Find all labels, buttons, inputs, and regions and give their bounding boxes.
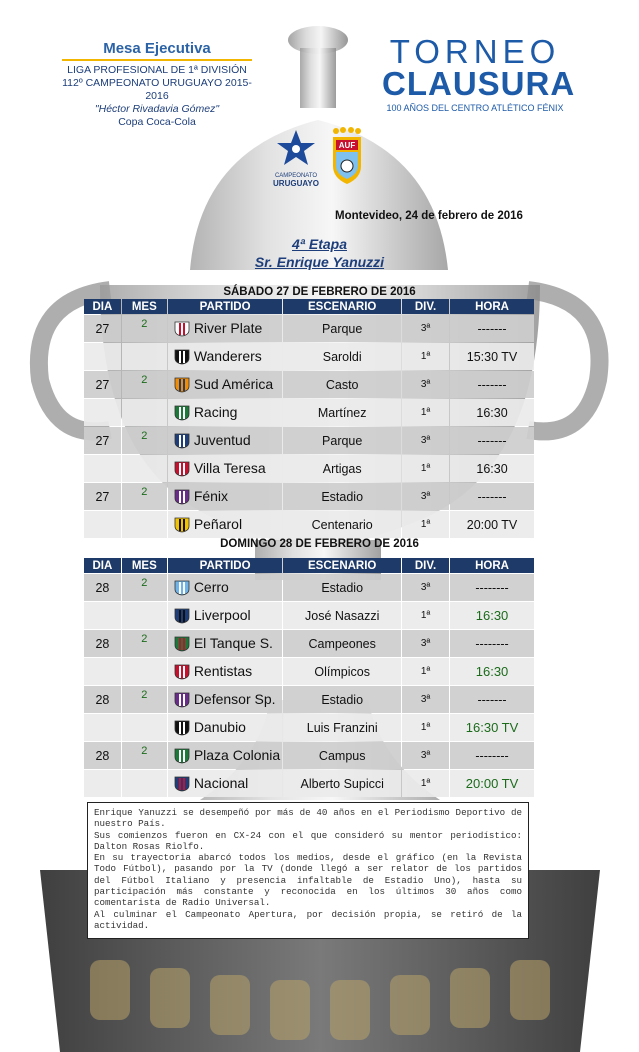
- dia-cell: 27: [84, 427, 121, 454]
- col-hora: HORA: [450, 558, 534, 573]
- hora-cell: -------: [450, 686, 534, 713]
- escenario-cell: Saroldi: [283, 343, 401, 370]
- escenario-cell: José Nasazzi: [283, 602, 401, 629]
- div-cell: 3ª: [402, 742, 449, 769]
- escenario-cell: Olímpicos: [283, 658, 401, 685]
- logo-cu-top: CAMPEONATO: [274, 173, 318, 179]
- col-hora: HORA: [450, 299, 534, 314]
- river-plate-crest-icon: [174, 321, 190, 337]
- escenario-cell: Artigas: [283, 455, 401, 482]
- team-name: Cerro: [193, 578, 229, 595]
- team-cell: [168, 455, 283, 482]
- escenario-cell: Campeones: [283, 630, 401, 657]
- team-name: Rentistas: [193, 662, 253, 679]
- mes-cell: 2: [122, 483, 167, 510]
- col-dia: DIA: [84, 299, 121, 314]
- saturday-table: [83, 298, 535, 539]
- etapa-block: [0, 235, 639, 271]
- fixture-row: [84, 511, 534, 538]
- rentistas-crest-icon: [174, 664, 190, 680]
- liverpool-crest-icon: [174, 608, 190, 624]
- header-line-1: LIGA PROFESIONAL DE 1ª DIVISIÓN: [67, 64, 247, 76]
- racing-crest-icon: [174, 405, 190, 421]
- team-cell: [168, 343, 283, 370]
- dia-cell: 27: [84, 483, 121, 510]
- fixture-row: [84, 770, 534, 797]
- dia-cell: 28: [84, 686, 121, 713]
- fixture-row: [84, 315, 534, 342]
- team-name: Plaza Colonia: [193, 746, 281, 763]
- div-cell: 1ª: [402, 658, 449, 685]
- dia-cell: [84, 455, 121, 482]
- hora-cell: -------: [450, 483, 534, 510]
- escenario-cell: Estadio: [283, 574, 401, 601]
- dia-cell: [84, 714, 121, 741]
- dia-cell: [84, 658, 121, 685]
- escenario-cell: Estadio: [283, 686, 401, 713]
- team-name: Sud América: [193, 375, 274, 392]
- col-partido: PARTIDO: [168, 558, 283, 573]
- team-cell: [168, 511, 283, 538]
- fixture-row: [84, 343, 534, 370]
- fixture-row: [84, 574, 534, 601]
- col-escenario: ESCENARIO: [283, 558, 401, 573]
- torneo-text: TORNEO: [389, 33, 561, 70]
- escenario-cell: Campus: [283, 742, 401, 769]
- escenario-cell: Parque: [283, 315, 401, 342]
- mes-cell: [122, 455, 167, 482]
- gold-rule: [62, 59, 252, 61]
- mes-cell: 2: [122, 315, 167, 342]
- dia-cell: 28: [84, 742, 121, 769]
- homenaje-title: Sr. Enrique Yanuzzi: [254, 254, 385, 270]
- escenario-cell: Estadio: [283, 483, 401, 510]
- team-cell: [168, 658, 283, 685]
- team-cell: [168, 742, 283, 769]
- biography-box: [87, 802, 529, 939]
- fixture-row: [84, 399, 534, 426]
- div-cell: 1ª: [402, 455, 449, 482]
- team-name: Nacional: [193, 774, 249, 791]
- mes-cell: [122, 511, 167, 538]
- fixture-row: [84, 455, 534, 482]
- fixture-row: [84, 658, 534, 685]
- team-name: Liverpool: [193, 606, 251, 623]
- fixture-row: [84, 602, 534, 629]
- header-line-4: Copa Coca-Cola: [118, 116, 196, 128]
- bio-paragraph-4: Al culminar el Campeonato Apertura, por decisión propia, se retiró de la actividad.: [94, 908, 522, 931]
- torneo-clausura-logo: [382, 33, 576, 113]
- div-cell: 1ª: [402, 714, 449, 741]
- dia-cell: 28: [84, 574, 121, 601]
- team-cell: [168, 483, 283, 510]
- bio-paragraph-2: Sus comienzos fueron en CX-24 con el que consideró su mentor periodístico: Dalton Rosas Riolfo.: [94, 829, 522, 852]
- hora-cell: --------: [450, 742, 534, 769]
- div-cell: 3ª: [402, 574, 449, 601]
- tagline-text: 100 AÑOS DEL CENTRO ATLÉTICO FÉNIX: [386, 103, 564, 113]
- team-name: Danubio: [193, 718, 246, 735]
- mes-cell: 2: [122, 427, 167, 454]
- mes-cell: [122, 770, 167, 797]
- team-cell: [168, 770, 283, 797]
- hora-cell: 16:30: [450, 658, 534, 685]
- sud-america-crest-icon: [174, 377, 190, 393]
- plaza-colonia-crest-icon: [174, 748, 190, 764]
- div-cell: 1ª: [402, 511, 449, 538]
- header-line-3: "Héctor Rivadavia Gómez": [94, 103, 220, 115]
- dia-cell: [84, 399, 121, 426]
- dia-cell: [84, 770, 121, 797]
- fixture-row: [84, 686, 534, 713]
- escenario-cell: Centenario: [283, 511, 401, 538]
- etapa-title: 4ª Etapa: [292, 236, 347, 252]
- campeonato-uruguayo-logo: [268, 128, 324, 188]
- team-name: Juventud: [193, 431, 251, 448]
- div-cell: 3ª: [402, 371, 449, 398]
- div-cell: 1ª: [402, 399, 449, 426]
- mes-cell: [122, 714, 167, 741]
- hora-cell: -------: [450, 371, 534, 398]
- col-mes: MES: [122, 558, 167, 573]
- hora-cell: --------: [450, 630, 534, 657]
- team-cell: [168, 574, 283, 601]
- dia-cell: [84, 343, 121, 370]
- sunday-title: DOMINGO 28 DE FEBRERO DE 2016: [220, 538, 419, 550]
- auf-crest-icon: [330, 126, 364, 188]
- fixture-row: [84, 630, 534, 657]
- fixture-row: [84, 714, 534, 741]
- team-name: Fénix: [193, 487, 229, 504]
- dia-cell: [84, 511, 121, 538]
- mes-cell: [122, 602, 167, 629]
- hora-cell: 16:30: [450, 602, 534, 629]
- team-name: Racing: [193, 403, 238, 420]
- div-cell: 1ª: [402, 770, 449, 797]
- fixture-row: [84, 371, 534, 398]
- team-cell: [168, 630, 283, 657]
- clausura-text: CLAUSURA: [382, 65, 576, 102]
- fenix-crest-icon: [174, 489, 190, 505]
- hora-cell: 16:30 TV: [450, 714, 534, 741]
- mes-cell: 2: [122, 686, 167, 713]
- fixture-row: [84, 483, 534, 510]
- hora-cell: 15:30 TV: [450, 343, 534, 370]
- team-name: Defensor Sp.: [193, 690, 276, 707]
- team-cell: [168, 602, 283, 629]
- div-cell: 1ª: [402, 343, 449, 370]
- div-cell: 3ª: [402, 686, 449, 713]
- col-div: DIV.: [402, 299, 449, 314]
- fixture-row: [84, 427, 534, 454]
- cerro-crest-icon: [174, 580, 190, 596]
- star-logo-icon: [268, 128, 324, 168]
- dia-cell: 27: [84, 371, 121, 398]
- auf-text: AUF: [338, 141, 356, 150]
- dia-cell: 27: [84, 315, 121, 342]
- team-name: Wanderers: [193, 347, 262, 364]
- villa-teresa-crest-icon: [174, 461, 190, 477]
- mes-cell: [122, 343, 167, 370]
- escenario-cell: Casto: [283, 371, 401, 398]
- mesa-title: Mesa Ejecutiva: [103, 40, 211, 57]
- col-partido: PARTIDO: [168, 299, 283, 314]
- hora-cell: 20:00 TV: [450, 511, 534, 538]
- juventud-crest-icon: [174, 433, 190, 449]
- col-mes: MES: [122, 299, 167, 314]
- div-cell: 3ª: [402, 483, 449, 510]
- hora-cell: -------: [450, 427, 534, 454]
- penarol-crest-icon: [174, 517, 190, 533]
- escenario-cell: Parque: [283, 427, 401, 454]
- wanderers-crest-icon: [174, 349, 190, 365]
- dia-cell: 28: [84, 630, 121, 657]
- mes-cell: [122, 399, 167, 426]
- sunday-table: [83, 557, 535, 798]
- saturday-title: SÁBADO 27 DE FEBRERO DE 2016: [223, 286, 416, 298]
- nacional-crest-icon: [174, 776, 190, 792]
- team-cell: [168, 315, 283, 342]
- hora-cell: -------: [450, 315, 534, 342]
- col-dia: DIA: [84, 558, 121, 573]
- mes-cell: [122, 658, 167, 685]
- defensor-crest-icon: [174, 692, 190, 708]
- mes-cell: 2: [122, 371, 167, 398]
- team-name: River Plate: [193, 319, 263, 336]
- el-tanque-crest-icon: [174, 636, 190, 652]
- dia-cell: [84, 602, 121, 629]
- col-div: DIV.: [402, 558, 449, 573]
- div-cell: 3ª: [402, 315, 449, 342]
- header-line-2: 112º CAMPEONATO URUGUAYO 2015-2016: [62, 77, 252, 102]
- fixture-row: [84, 742, 534, 769]
- hora-cell: 16:30: [450, 455, 534, 482]
- team-cell: [168, 714, 283, 741]
- hora-cell: 20:00 TV: [450, 770, 534, 797]
- escenario-cell: Alberto Supicci: [283, 770, 401, 797]
- team-name: Peñarol: [193, 515, 243, 532]
- hora-cell: 16:30: [450, 399, 534, 426]
- mes-cell: 2: [122, 574, 167, 601]
- team-cell: [168, 427, 283, 454]
- col-escenario: ESCENARIO: [283, 299, 401, 314]
- date-line: Montevideo, 24 de febrero de 2016: [335, 210, 523, 222]
- team-name: El Tanque S.: [193, 634, 273, 651]
- div-cell: 1ª: [402, 602, 449, 629]
- team-cell: [168, 371, 283, 398]
- bio-paragraph-1: Enrique Yanuzzi se desempeñó por más de 40 años en el Periodismo Deportivo de nuestro País.: [94, 807, 522, 830]
- escenario-cell: Luis Franzini: [283, 714, 401, 741]
- hora-cell: --------: [450, 574, 534, 601]
- logo-cu-bottom: URUGUAYO: [273, 179, 319, 188]
- mes-cell: 2: [122, 742, 167, 769]
- escenario-cell: Martínez: [283, 399, 401, 426]
- team-cell: [168, 686, 283, 713]
- team-name: Villa Teresa: [193, 459, 266, 476]
- mes-cell: 2: [122, 630, 167, 657]
- div-cell: 3ª: [402, 630, 449, 657]
- div-cell: 3ª: [402, 427, 449, 454]
- team-cell: [168, 399, 283, 426]
- mesa-ejecutiva-header: [62, 40, 252, 129]
- danubio-crest-icon: [174, 720, 190, 736]
- bio-paragraph-3: En su trayectoria abarcó todos los medios, desde el gráfico (en la Revista Todo Fútbol), pasando por la TV (donde llegó a ser relator de los partidos del Fútbol Italiano y presencia infaltable de Estadio Uno), hasta su participación más constante y reconocida en los últimos 30 años como comentarista de Radio Universal.: [94, 852, 522, 909]
